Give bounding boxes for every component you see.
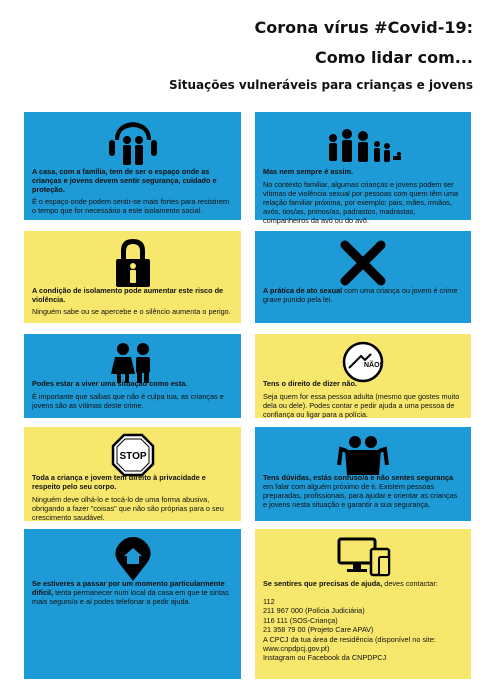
panel-difficult [24,529,241,679]
hugging-people-icon [255,433,471,477]
panel-privacy [24,427,241,521]
panel-say-no [255,334,471,418]
contact-emergency: 112 [263,597,275,606]
panel-body: A prática de ato sexual com uma criança ou jovem é crime grave punido pela lei. [263,286,458,304]
family-hands-icon [24,118,241,170]
no-sign-label: NÃO! [364,362,382,369]
panel-body: No contexto familiar, algumas crianças e jovens podem ser vítimas de violência sexual por pessoas com quem têm uma relação familiar próxima, por exemplo: pais, mães, irmãos, avós, tios/as, primos/as, padrastos, madrastas, companheiros da avó ou do avô. [263,180,459,225]
panel-intro: Se sentires que precisas de ajuda, deves contactar: [263,579,438,588]
panel-body: Tens dúvidas, estás confuso/a e não sentes segurança em falar com alguém próximo de ti. Existem pessoas preparadas, profissionais, para ajudar e orientar as crianças e jovens nesta situação e garantir a sua segurança. [263,473,458,509]
panel-title: Toda a criança e jovem tem direito à privacidade e respeito pelo seu corpo. [32,473,206,491]
contact-sos-crianca: 116 111 (SOS-Criança) [263,615,338,625]
panel-title: Podes estar a viver uma situação como esta. [32,379,188,388]
panel-living [24,334,241,418]
contact-cpcj: A CPCJ da tua área de residência (disponível no site: www.cnpdpcj.gov.pt) [263,634,436,654]
panel-isolation [24,231,241,323]
contact-list [263,597,463,663]
contact-police: 211 967 000 (Polícia Judiciária) [263,606,365,616]
panel-body: Seja quem for essa pessoa adulta (mesmo que gostes muito dela ou dele). Podes contar e pedir ajuda a uma pessoa de confiança ou ligar para a polícia. [263,392,460,419]
panel-body: É o espaço onde podem sentir-se mais fortes para resistirem o tempo que for necessário a este isolamento social. [32,197,230,215]
panel-title: A casa, com a família, tem de ser o espaço onde as crianças e jovens devem sentir segurança, cuidado e proteção. [32,167,217,194]
panel-body: Se estiveres a passar por um momento particularmente difícil, tenta permanecer num local da casa em que te sintas mais seguro/a e aí podes telefonar a pedir ajuda. [32,579,229,606]
two-children-icon [24,340,241,384]
panel-body: Ninguém sabe ou se apercebe e o silêncio aumenta o perigo. [32,307,231,316]
header-subtitle: Como lidar com... [314,48,473,67]
panel-crime [255,231,471,323]
panel-body: Ninguém deve olhá-lo e tocá-lo de uma forma abusiva, obrigando a fazer "coisas" que não são próprias para o seu crescimento saudável. [32,495,224,522]
panel-not-always [255,112,471,225]
locked-person-icon [24,237,241,289]
family-group-icon [255,118,471,170]
devices-icon [255,535,471,583]
no-sign-icon [255,340,471,384]
panel-body: É importante que saibas que não é culpa tua, as crianças e jovens são as vítimas deste crime. [32,392,224,410]
stop-sign-label: STOP [118,451,147,462]
contact-care-apav: 21 358 79 00 (Projeto Care APAV) [263,625,374,635]
cross-mark-icon [255,237,471,289]
panel-family-home [24,112,241,220]
location-home-icon [24,535,241,583]
contact-social-media: Instagram ou Facebook da CNPDPCJ [263,653,387,663]
stop-sign-icon [24,433,241,477]
header-title: Corona vírus #Covid-19: [254,18,473,37]
panel-title: A condição de isolamento pode aumentar este risco de violência. [32,286,224,304]
panel-doubts [255,427,471,521]
panel-title: Mas nem sempre é assim. [263,167,354,176]
panel-help [255,529,471,679]
header-topic: Situações vulneráveis para crianças e jovens [168,78,473,92]
panel-title: Tens o direito de dizer não. [263,379,357,388]
